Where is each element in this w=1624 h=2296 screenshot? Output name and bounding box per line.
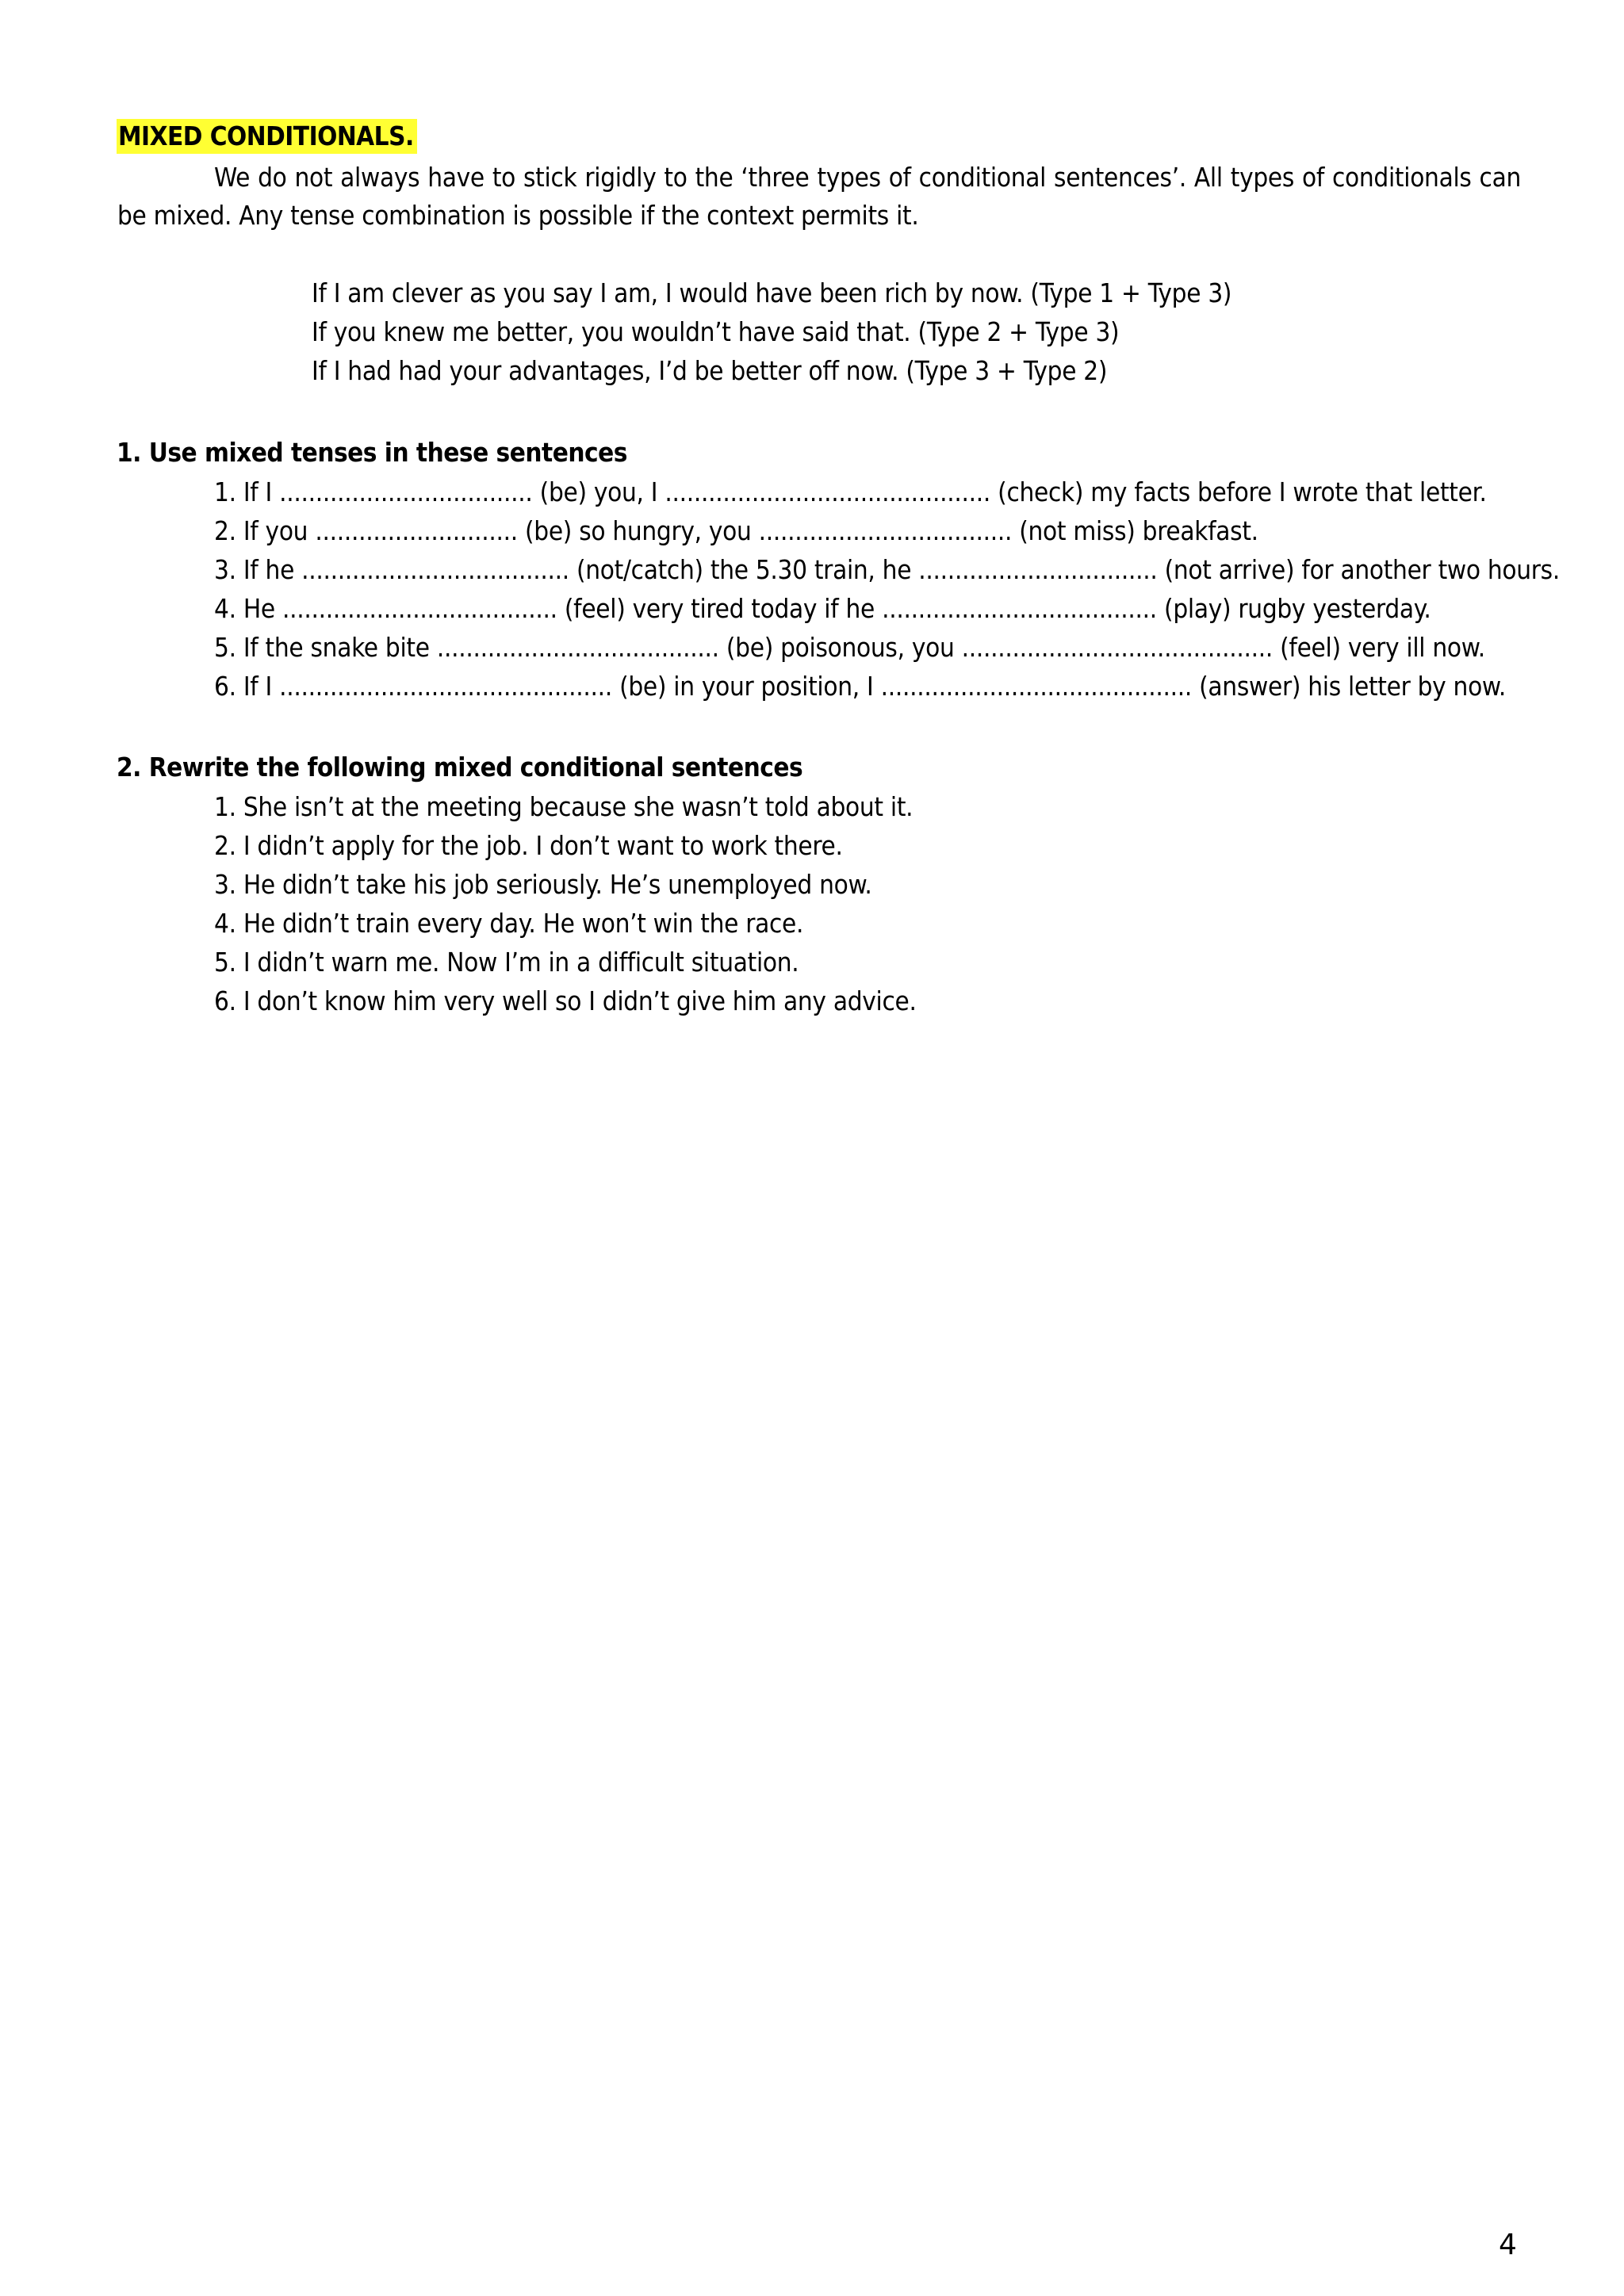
examples-block (312, 274, 1231, 390)
exercise-item: 4. He ...................................... (feel) very tired today if he ...................................... (play) rugby yesterday. (214, 593, 1431, 624)
exercise-item: 4. He didn’t train every day. He won’t win the race. (214, 908, 804, 939)
exercise-item: 3. He didn’t take his job seriously. He’s unemployed now. (214, 869, 872, 900)
example-line: If I am clever as you say I am, I would have been rich by now. (Type 1 + Type 3) (312, 277, 1232, 308)
exercise-item: 1. She isn’t at the meeting because she wasn’t told about it. (214, 791, 914, 822)
section-1-list (214, 473, 1560, 706)
example-line: If I had had your advantages, I’d be better off now. (Type 3 + Type 2) (312, 355, 1108, 386)
section-2-heading: 2. Rewrite the following mixed conditional sentences (117, 752, 803, 783)
section-1-heading: 1. Use mixed tenses in these sentences (117, 437, 627, 468)
exercise-item: 6. I don’t know him very well so I didn’t give him any advice. (214, 985, 917, 1016)
exercise-item: 5. I didn’t warn me. Now I’m in a difficult situation. (214, 947, 799, 978)
exercise-item: 1. If I ................................... (be) you, I ............................................. (check) my facts before I wrote that letter. (214, 476, 1487, 507)
exercise-item: 2. I didn’t apply for the job. I don’t want to work there. (214, 830, 843, 861)
exercise-item: 2. If you ............................ (be) so hungry, you ................................... (not miss) breakfast. (214, 515, 1258, 546)
page-title: MIXED CONDITIONALS. (117, 119, 417, 154)
intro-paragraph: We do not always have to stick rigidly to the ‘three types of conditional sentences’. All types of conditionals can be mixed. Any tense combination is possible if the context permits it. (117, 162, 1521, 231)
exercise-item: 6. If I .............................................. (be) in your position, I ........................................... (answer) his letter by now. (214, 671, 1507, 702)
section-2-list (214, 787, 917, 1020)
exercise-item: 5. If the snake bite ....................................... (be) poisonous, you ........................................... (feel) very ill now. (214, 632, 1485, 663)
exercise-item: 3. If he ..................................... (not/catch) the 5.30 train, he ................................. (not arrive) for another two hours. (214, 554, 1560, 585)
page-number: 4 (1499, 2229, 1517, 2261)
example-line: If you knew me better, you wouldn’t have said that. (Type 2 + Type 3) (312, 316, 1120, 347)
